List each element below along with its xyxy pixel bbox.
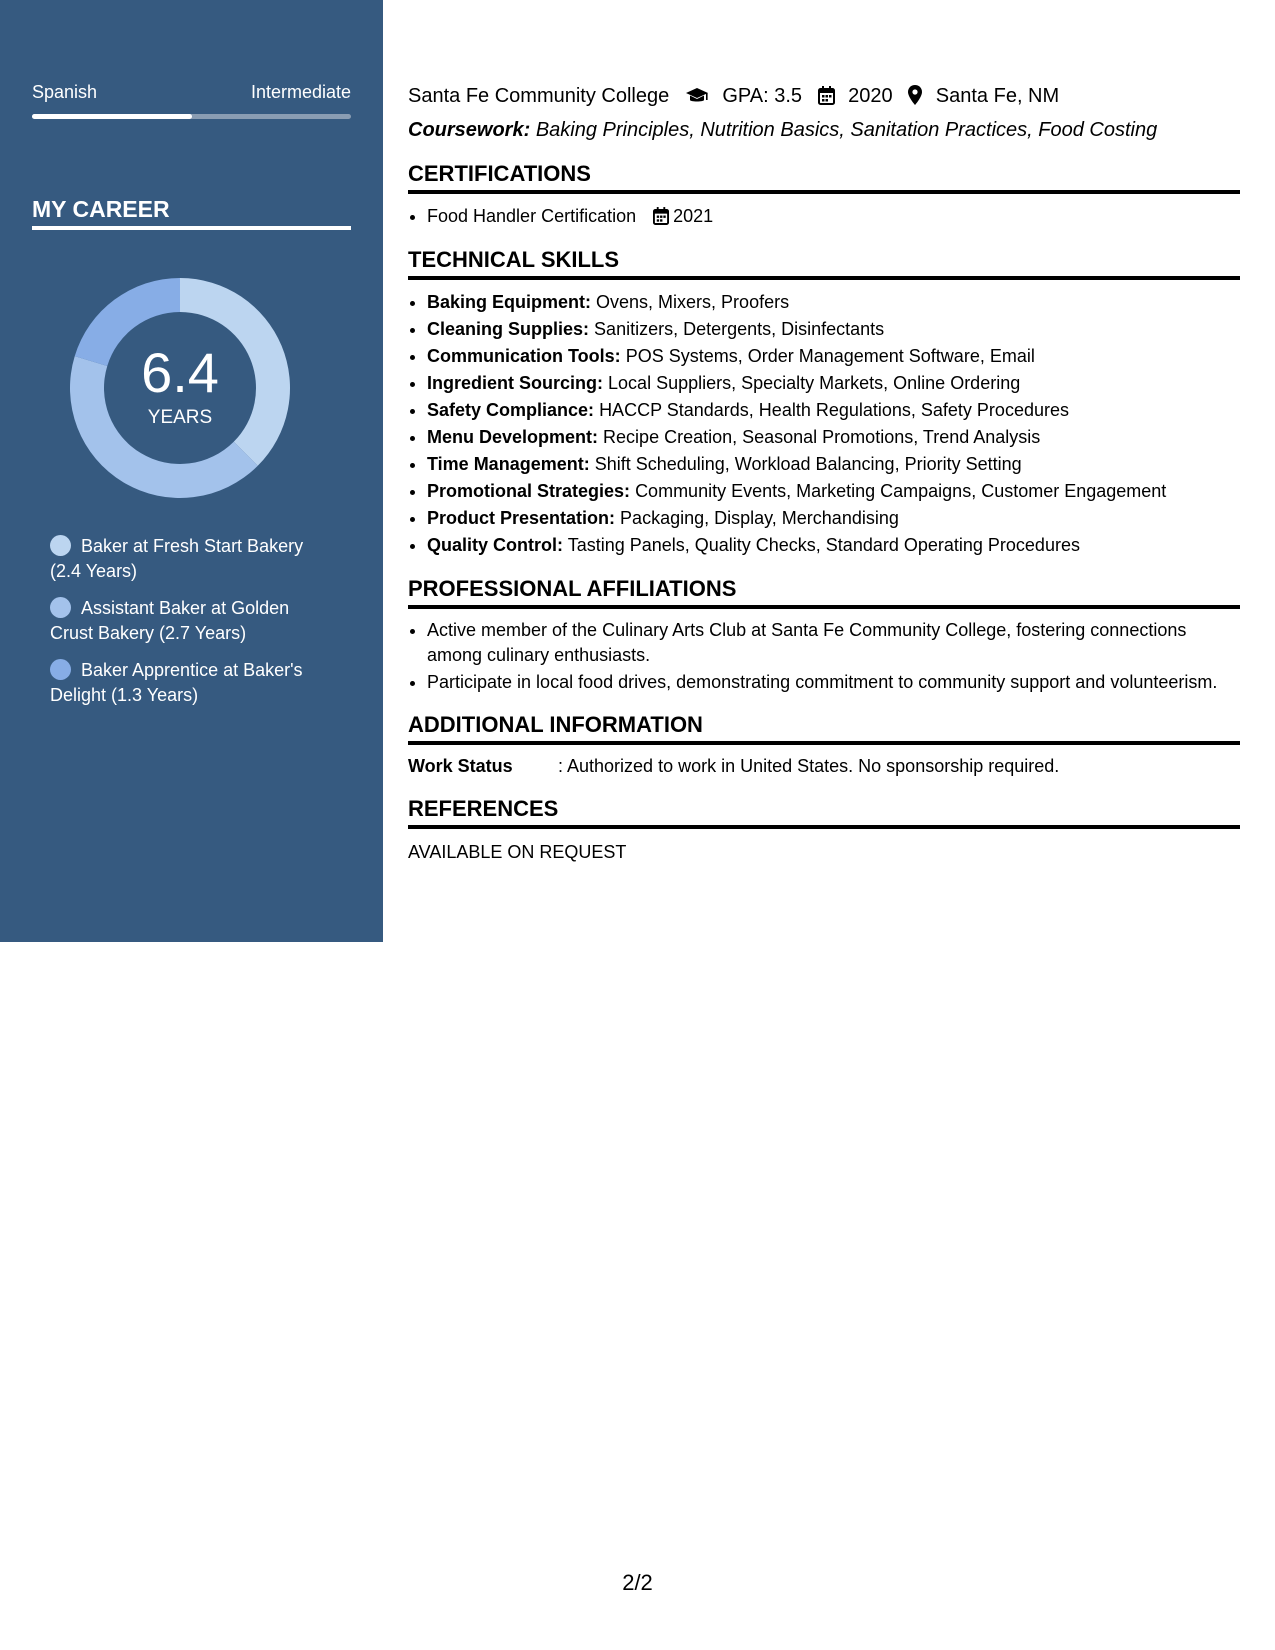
career-legend-label: Baker at Fresh Start Bakery (2.4 Years) (50, 536, 304, 581)
career-total-unit: YEARS (147, 407, 213, 428)
skill-text: Community Events, Marketing Campaigns, Customer Engagement (635, 481, 1167, 501)
language-proficiency-fill (32, 114, 192, 119)
certification-name: Food Handler Certification (427, 206, 637, 226)
additional-info-title: ADDITIONAL INFORMATION (408, 711, 1240, 745)
education-school: Santa Fe Community College (408, 85, 670, 107)
affiliation-item: • Active member of the Culinary Arts Club at Santa Fe Community College, fostering connections among culinary enthusiasts. (427, 618, 1240, 668)
skill-item (427, 532, 1240, 559)
skill-label: Time Management: (427, 454, 590, 474)
main-content (408, 82, 1240, 865)
skill-text: Tasting Panels, Quality Checks, Standard Operating Procedures (567, 535, 1080, 555)
certification-date-text: 2021 (673, 206, 714, 226)
legend-dot-icon (50, 659, 71, 680)
education-line (408, 82, 1240, 113)
skill-item (427, 424, 1240, 451)
skill-text: Local Suppliers, Specialty Markets, Online Ordering (608, 373, 1021, 393)
skill-label: Product Presentation: (427, 508, 616, 528)
legend-dot-icon (50, 535, 71, 556)
skill-item (427, 505, 1240, 532)
language-level: Intermediate (250, 82, 351, 102)
education-gpa: GPA: 3.5 (722, 85, 803, 107)
legend-dot-icon (50, 597, 71, 618)
references-title: REFERENCES (408, 795, 1240, 829)
career-legend-label: Assistant Baker at Golden Crust Bakery (2.7 Years) (50, 598, 290, 643)
technical-skills-list (408, 289, 1240, 559)
calendar-icon (653, 207, 669, 225)
skill-text: Packaging, Display, Merchandising (620, 508, 899, 528)
location-pin-icon (908, 85, 922, 113)
education-year: 2020 (848, 85, 893, 107)
graduation-cap-icon (685, 85, 709, 113)
language-name: Spanish (32, 82, 98, 102)
career-legend (50, 534, 320, 720)
skill-label: Promotional Strategies: (427, 481, 631, 501)
certification-item (427, 203, 1240, 230)
references-text: AVAILABLE ON REQUEST (408, 842, 627, 862)
career-legend-item (50, 596, 320, 646)
calendar-icon (818, 85, 835, 113)
skill-label: Menu Development: (427, 427, 599, 447)
certification-date (653, 203, 713, 230)
skill-label: Safety Compliance: (427, 400, 595, 420)
skill-label: Baking Equipment: (427, 292, 592, 312)
skill-item (427, 289, 1240, 316)
sidebar (0, 0, 383, 942)
work-status-row (408, 753, 1240, 779)
language-proficiency-bar (32, 114, 351, 119)
career-legend-label: Baker Apprentice at Baker's Delight (1.3 Years) (50, 660, 303, 705)
career-section-title: MY CAREER (32, 196, 170, 222)
skill-label: Ingredient Sourcing: (427, 373, 604, 393)
work-status-label: Work Status (408, 756, 513, 776)
coursework-label: Coursework: (408, 119, 531, 141)
affiliations-title: PROFESSIONAL AFFILIATIONS (408, 575, 1240, 609)
skill-text: Shift Scheduling, Workload Balancing, Priority Setting (594, 454, 1022, 474)
skill-text: Ovens, Mixers, Proofers (596, 292, 790, 312)
career-total-value: 6.4 (141, 341, 219, 404)
skill-label: Communication Tools: (427, 346, 621, 366)
skill-item (427, 478, 1240, 505)
coursework-text: Baking Principles, Nutrition Basics, Sanitation Practices, Food Costing (535, 119, 1158, 141)
career-legend-item (50, 658, 320, 708)
coursework-line (408, 116, 1240, 144)
skill-text: POS Systems, Order Management Software, Email (625, 346, 1035, 366)
skill-text: Recipe Creation, Seasonal Promotions, Trend Analysis (603, 427, 1041, 447)
skill-text: Sanitizers, Detergents, Disinfectants (594, 319, 885, 339)
certifications-list (408, 203, 1240, 230)
skill-item (427, 451, 1240, 478)
skill-item (427, 343, 1240, 370)
page-number: 2/2 (622, 1570, 653, 1595)
career-legend-item (50, 534, 320, 584)
affiliation-item: • Participate in local food drives, demonstrating commitment to community support and volunteerism. (427, 670, 1240, 695)
skill-item (427, 316, 1240, 343)
work-status-value: : Authorized to work in United States. No sponsorship required. (558, 756, 1060, 776)
skill-label: Quality Control: (427, 535, 563, 555)
skill-item (427, 397, 1240, 424)
skill-text: HACCP Standards, Health Regulations, Safety Procedures (599, 400, 1069, 420)
certifications-title: CERTIFICATIONS (408, 160, 1240, 194)
technical-skills-title: TECHNICAL SKILLS (408, 246, 1240, 280)
career-total (64, 341, 296, 429)
education-location: Santa Fe, NM (935, 85, 1060, 107)
skill-item (427, 370, 1240, 397)
skill-label: Cleaning Supplies: (427, 319, 590, 339)
affiliations-list (408, 618, 1240, 695)
career-title-rule (32, 226, 351, 230)
